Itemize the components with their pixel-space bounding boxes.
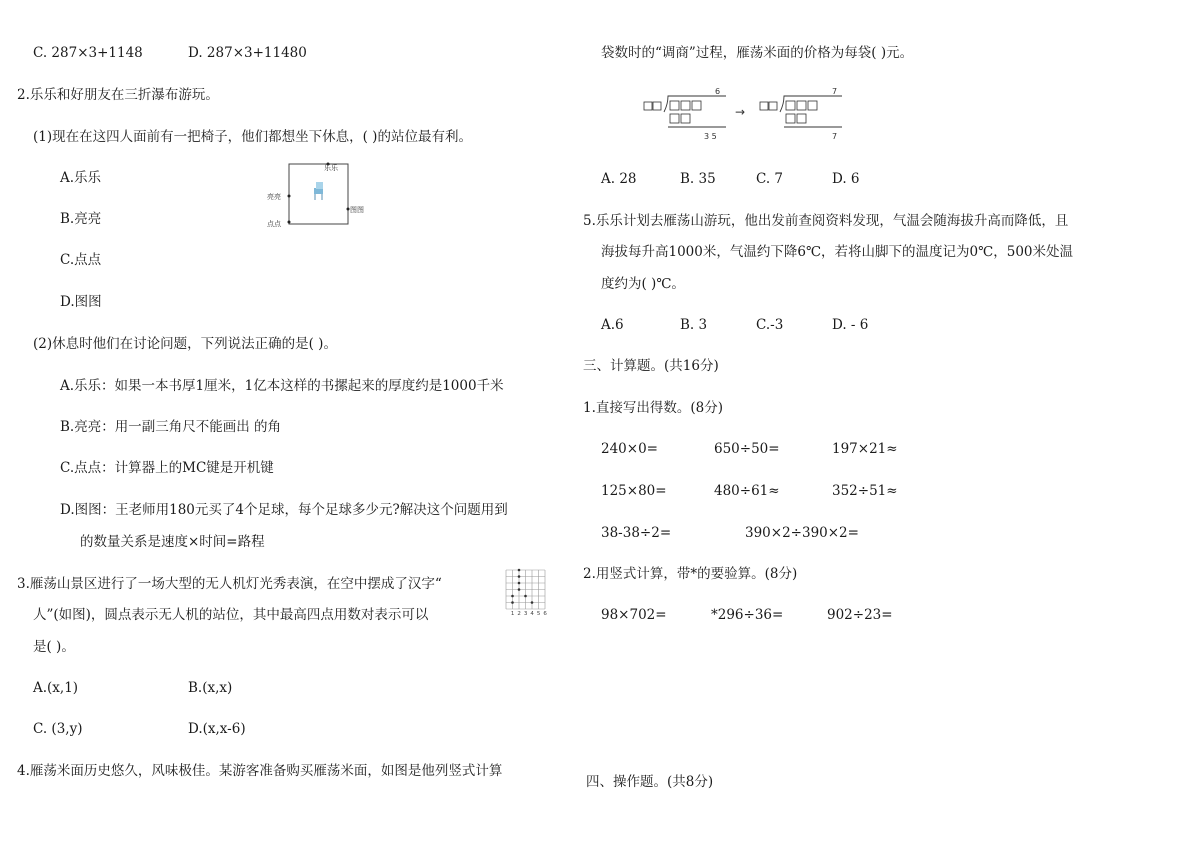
figure-label-lele: 乐乐 [324,164,338,172]
drone-dot [518,569,521,572]
q2-sub1-option-b: B.亮亮 [60,211,102,227]
drone-dot [518,582,521,585]
q2-sub2-option-b: B.亮亮：用一副三角尺不能画出 的角 [60,419,282,435]
q2-stem: 2.乐乐和好朋友在三折瀑布游玩。 [17,87,219,103]
q2-sub1-option-d: D.图图 [60,294,102,310]
arrow-icon: → [735,105,746,119]
chair-position-figure [262,158,372,234]
q5-line2: 海拔每升高1000米，气温约下降6℃，若将山脚下的温度记为0℃，500米处温 [601,244,1074,260]
calc1-r3c1: 38-38÷2= [601,525,672,541]
q2-sub2-option-a: A.乐乐：如果一本书厚1厘米，1亿本这样的书摞起来的厚度约是1000千米 [60,378,504,394]
q1-option-d: D. 287×3+11480 [188,45,307,61]
q2-sub1: (1)现在在这四人面前有一把椅子，他们都想坐下休息，( )的站位最有利。 [33,129,472,145]
q3-option-d: D.(x,x-6) [188,721,246,737]
drone-dot [518,588,521,591]
q5-option-b: B. 3 [680,317,708,333]
calc1-r1c2: 650÷50= [714,441,780,457]
division-bottom-2: 7 [832,132,838,141]
drone-dot [531,601,534,604]
calc2-c3: 902÷23= [827,607,893,623]
drone-grid-figure [500,568,552,620]
q2-sub1-option-c: C.点点 [60,252,102,268]
calc1-r2c1: 125×80= [601,483,667,499]
q3-line2: 人”(如图)，圆点表示无人机的站位，其中最高四点用数对表示可以 [33,607,429,623]
figure-label-diandian: 点点 [267,220,281,228]
q5-line1: 5.乐乐计划去雁荡山游玩，他出发前查阅资料发现，气温会随海拔升高而降低，且 [583,213,1069,229]
calc2-title: 2.用竖式计算，带*的要验算。(8分) [583,566,798,582]
section-3-heading: 三、计算题。(共16分) [583,358,719,374]
grid-tick-label: 6 [543,611,547,617]
q2-sub2-option-d-continued: 的数量关系是速度×时间=路程 [80,534,265,550]
grid-tick-label: 2 [517,611,521,617]
calc1-r3c2: 390×2÷390×2= [745,525,859,541]
grid-tick-label: 1 [510,611,515,617]
q4-option-b: B. 35 [680,171,716,187]
drone-dot [518,575,521,578]
q3-option-c: C. (3,y) [33,721,83,737]
calc1-r2c3: 352÷51≈ [832,483,898,499]
q4-option-c: C. 7 [756,171,784,187]
grid-tick-label: 3 [523,611,528,617]
calc2-c1: 98×702= [601,607,667,623]
grid-tick-label: 4 [530,611,534,617]
long-division-figure [640,86,860,146]
figure-label-liangliang: 亮亮 [267,193,281,201]
q3-line1: 3.雁荡山景区进行了一场大型的无人机灯光秀表演，在空中摆成了汉字“ [17,576,442,592]
calc2-c2: *296÷36= [711,607,784,623]
division-bottom-1: 3 5 [704,132,717,141]
q3-option-b: B.(x,x) [188,680,233,696]
calc1-title: 1.直接写出得数。(8分) [583,400,724,416]
q2-sub2: (2)休息时他们在讨论问题，下列说法正确的是( )。 [33,336,337,352]
drone-dot [524,595,527,598]
grid-tick-label: 5 [536,611,541,617]
q4-line2: 袋数时的“调商”过程，雁荡米面的价格为每袋( )元。 [601,45,914,61]
calc1-r2c2: 480÷61≈ [714,483,780,499]
q2-sub2-option-c: C.点点：计算器上的MC键是开机键 [60,460,274,476]
figure-label-tutu: 图图 [350,206,364,214]
q5-line3: 度约为( )℃。 [601,276,685,292]
q5-option-a: A.6 [601,317,624,333]
q2-sub2-option-d: D.图图：王老师用180元买了4个足球，每个足球多少元?解决这个问题用到 [60,502,508,518]
q2-sub1-option-a: A.乐乐 [60,170,102,186]
q3-line3: 是( )。 [33,639,75,655]
division-quotient-2: 7 [832,87,838,96]
q5-option-c: C.-3 [756,317,784,333]
q5-option-d: D. - 6 [832,317,869,333]
section-4-heading: 四、操作题。(共8分) [586,774,714,790]
q4-line1: 4.雁荡米面历史悠久，风味极佳。某游客准备购买雁荡米面，如图是他列竖式计算 [17,763,503,779]
q4-option-d: D. 6 [832,171,860,187]
drone-dot [511,601,514,604]
division-quotient-1: 6 [715,87,721,96]
chair-icon [314,182,323,200]
drone-dot [511,595,514,598]
calc1-r1c1: 240×0= [601,441,658,457]
q1-option-c: C. 287×3+1148 [33,45,143,61]
q4-option-a: A. 28 [601,171,637,187]
calc1-r1c3: 197×21≈ [832,441,898,457]
q3-option-a: A.(x,1) [33,680,79,696]
